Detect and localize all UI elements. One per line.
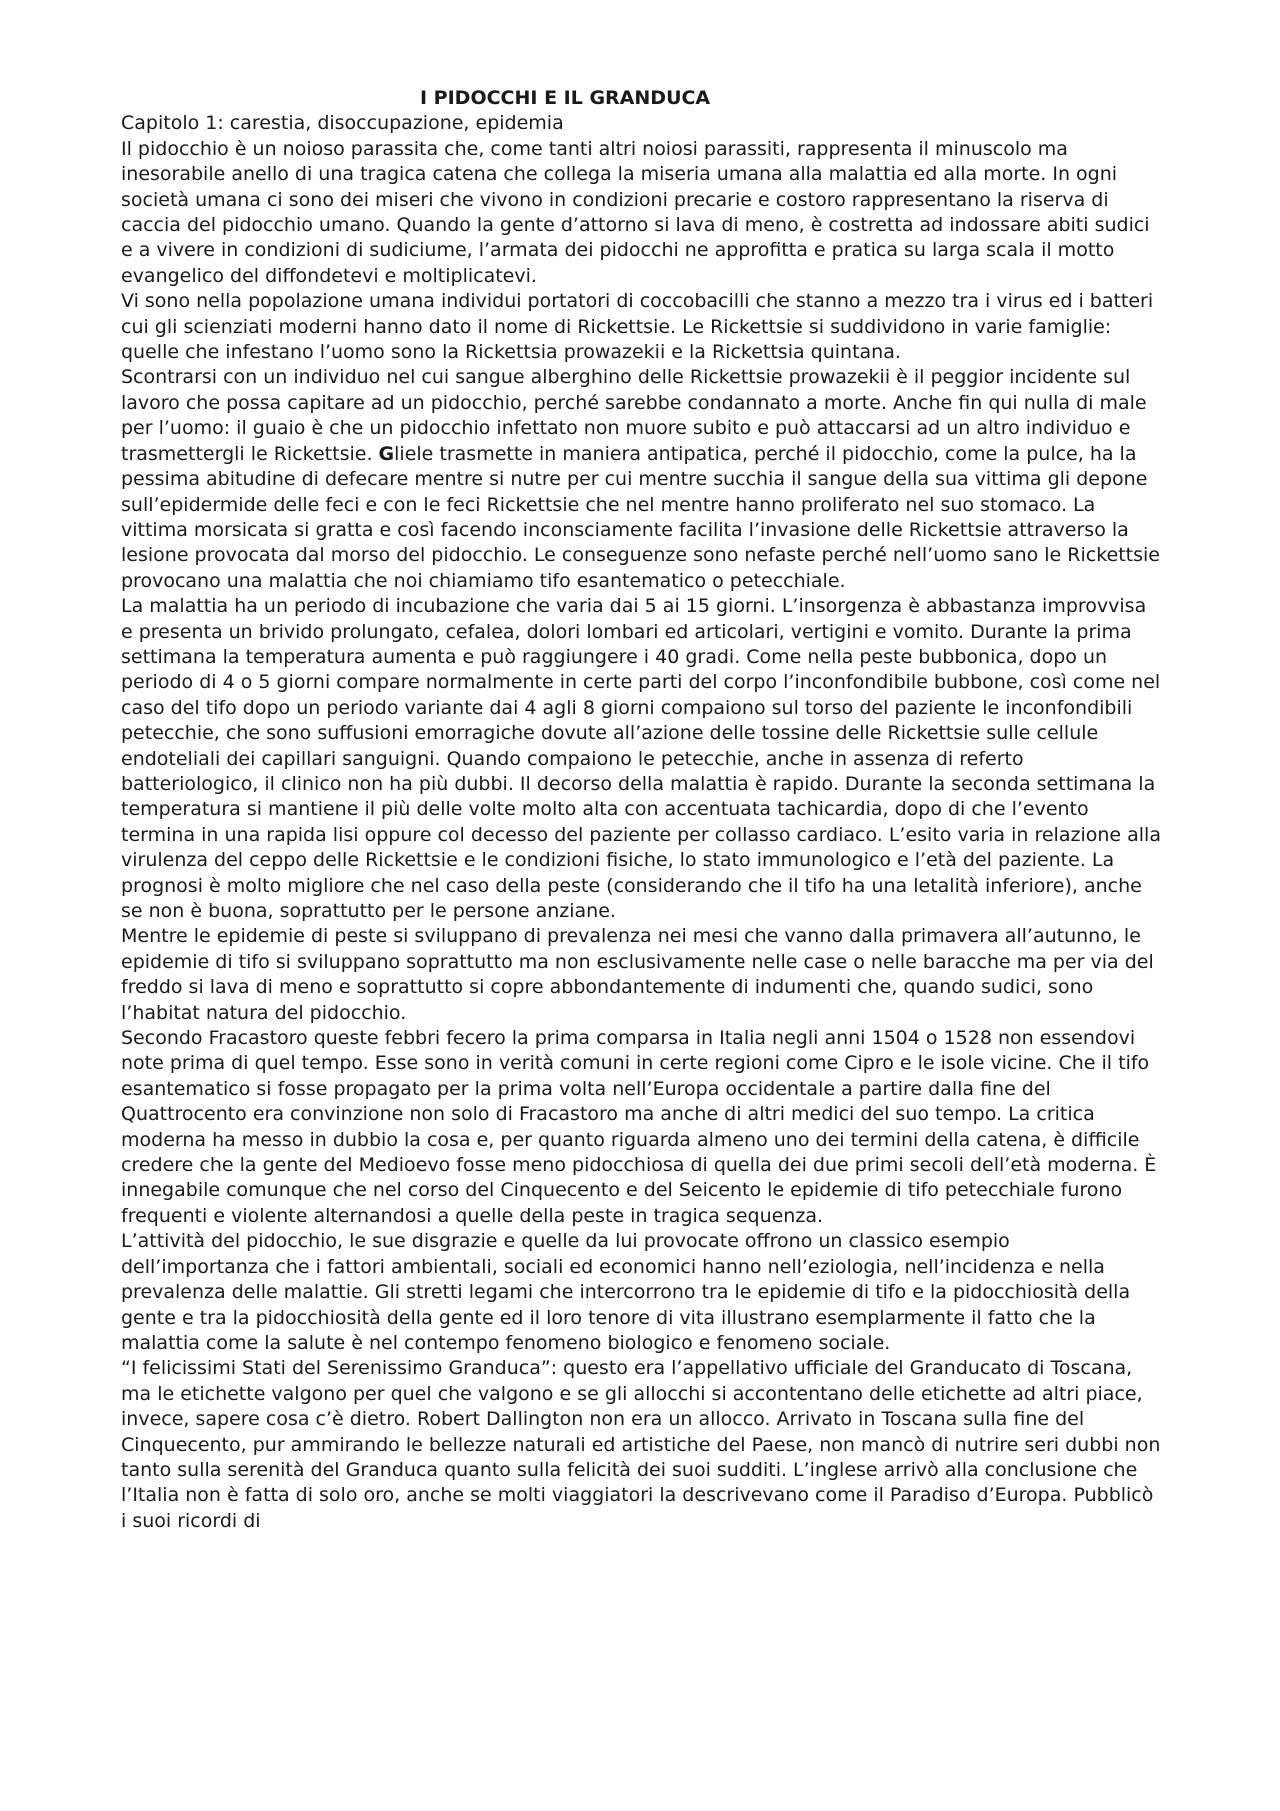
paragraph [121,365,1163,594]
paragraph: “I felicissimi Stati del Serenissimo Granduca”: questo era l’appellativo ufficiale del Granducato di Toscana, ma le etichette valgono per quel che valgono e se gli allocchi si accontentano delle etichette ad altri piace, invece, sapere cosa c’è dietro. Robert Dallington non era un allocco. Arrivato in Toscana sulla fine del Cinquecento, pur ammirando le bellezze naturali ed artistiche del Paese, non mancò di nutrire seri dubbi non tanto sulla serenità del Granduca quanto sulla felicità dei suoi sudditi. L’inglese arrivò alla conclusione che l’Italia non è fatta di solo oro, anche se molti viaggiatori la descrivevano come il Paradiso d’Europa. Pubblicò i suoi ricordi di [121,1357,1161,1532]
bold-initial: G [378,442,395,465]
document-page [121,86,1163,1534]
paragraph: Secondo Fracastoro queste febbri fecero la prima comparsa in Italia negli anni 1504 o 1528 non essendovi note prima di quel tempo. Esse sono in verità comuni in certe regioni come Cipro e le isole vicine. Che il tifo esantematico si fosse propagato per la prima volta nell’Europa occidentale a partire dalla fine del Quattrocento era convinzione non solo di Fracastoro ma anche di altri medici del suo tempo. La critica moderna ha messo in dubbio la cosa e, per quanto riguarda almeno uno dei termini della catena, è difficile credere che la gente del Medioevo fosse meno pidocchiosa di quella dei due primi secoli dell’età moderna. È innegabile comunque che nel corso del Cinquecento e del Seicento le epidemie di tifo petecchiale furono frequenti e violente alternandosi a quelle della peste in tragica sequenza. [121,1027,1157,1227]
paragraph-text: liele trasmette in maniera antipatica, perché il pidocchio, come la pulce, ha la pessima abitudine di defecare mentre si nutre per cui mentre succhia il sangue della sua vittima gli depone sull’epidermide delle feci e con le feci Rickettsie che nel mentre hanno proliferato nel suo stomaco. La vittima morsicata si gratta e così facendo inconsciamente facilita l’invasione delle Rickettsie attraverso la lesione provocata dal morso del pidocchio. Le conseguenze sono nefaste perché nell’uomo sano le Rickettsie provocano una malattia che noi chiamiamo tifo esantematico o petecchiale. [121,442,1160,592]
paragraph: La malattia ha un periodo di incubazione che varia dai 5 ai 15 giorni. L’insorgenza è abbastanza improvvisa e presenta un brivido prolungato, cefalea, dolori lombari ed articolari, vertigini e vomito. Durante la prima settimana la temperatura aumenta e può raggiungere i 40 gradi. Come nella peste bubbonica, dopo un periodo di 4 o 5 giorni compare normalmente in certe parti del corpo l’inconfondibile bubbone, così come nel caso del tifo dopo un periodo variante dai 4 agli 8 giorni compaiono sul torso del paziente le inconfondibili petecchie, che sono suffusioni emorragiche dovute all’azione delle tossine delle Rickettsie sulle cellule endoteliali dei capillari sanguigni. Quando compaiono le petecchie, anche in assenza di referto batteriologico, il clinico non ha più dubbi. Il decorso della malattia è rapido. Durante la seconda settimana la temperatura si mantiene il più delle volte molto alta con accentuata tachicardia, dopo di che l’evento termina in una rapida lisi oppure col decesso del paziente per collasso cardiaco. L’esito varia in relazione alla virulenza del ceppo delle Rickettsie e le condizioni fisiche, lo stato immunologico e l’età del paziente. La prognosi è molto migliore che nel caso della peste (considerando che il tifo ha una letalità inferiore), anche se non è buona, soprattutto per le persone anziane. [121,595,1161,922]
paragraph: Vi sono nella popolazione umana individui portatori di coccobacilli che stanno a mezzo tra i virus ed i batteri cui gli scienziati moderni hanno dato il nome di Rickettsie. Le Rickettsie si suddividono in varie famiglie: quelle che infestano l’uomo sono la Rickettsia prowazekii e la Rickettsia quintana. [121,290,1154,364]
paragraph: Mentre le epidemie di peste si sviluppano di prevalenza nei mesi che vanno dalla primavera all’autunno, le epidemie di tifo si sviluppano soprattutto ma non esclusivamente nelle case o nelle baracche ma per via del freddo si lava di meno e soprattutto si copre abbondantemente di indumenti che, quando sudici, sono l’habitat natura del pidocchio. [121,925,1154,1024]
paragraph: Il pidocchio è un noioso parassita che, come tanti altri noiosi parassiti, rappresenta il minuscolo ma inesorabile anello di una tragica catena che collega la miseria umana alla malattia ed alla morte. In ogni società umana ci sono dei miseri che vivono in condizioni precarie e costoro rappresentano la riserva di caccia del pidocchio umano. Quando la gente d’attorno si lava di meno, è costretta ad indossare abiti sudici e a vivere in condizioni di sudiciume, l’armata dei pidocchi ne approfitta e pratica su larga scala il motto evangelico del diffondetevi e moltiplicatevi. [121,137,1150,287]
chapter-heading: Capitolo 1: carestia, disoccupazione, epidemia [121,112,564,135]
paragraph-text: Scontrarsi con un individuo nel cui sangue alberghino delle Rickettsie prowazekii è il peggior incidente sul lavoro che possa capitare ad un pidocchio, perché sarebbe condannato a morte. Anche fin qui nulla di male per l’uomo: il guaio è che un pidocchio infettato non muore subito e può attaccarsi ad un altro individuo e trasmettergli le Rickettsie. [121,366,1147,465]
document-title: I PIDOCCHI E IL GRANDUCA [420,87,711,109]
paragraph: L’attività del pidocchio, le sue disgrazie e quelle da lui provocate offrono un classico esempio dell’importanza che i fattori ambientali, sociali ed economici hanno nell’eziologia, nell’incidenza e nella prevalenza delle malattie. Gli stretti legami che intercorrono tra le epidemie di tifo e la pidocchiosità della gente e tra la pidocchiosità della gente ed il loro tenore di vita illustrano esemplarmente il fatto che la malattia come la salute è nel contempo fenomeno biologico e fenomeno sociale. [121,1230,1131,1354]
